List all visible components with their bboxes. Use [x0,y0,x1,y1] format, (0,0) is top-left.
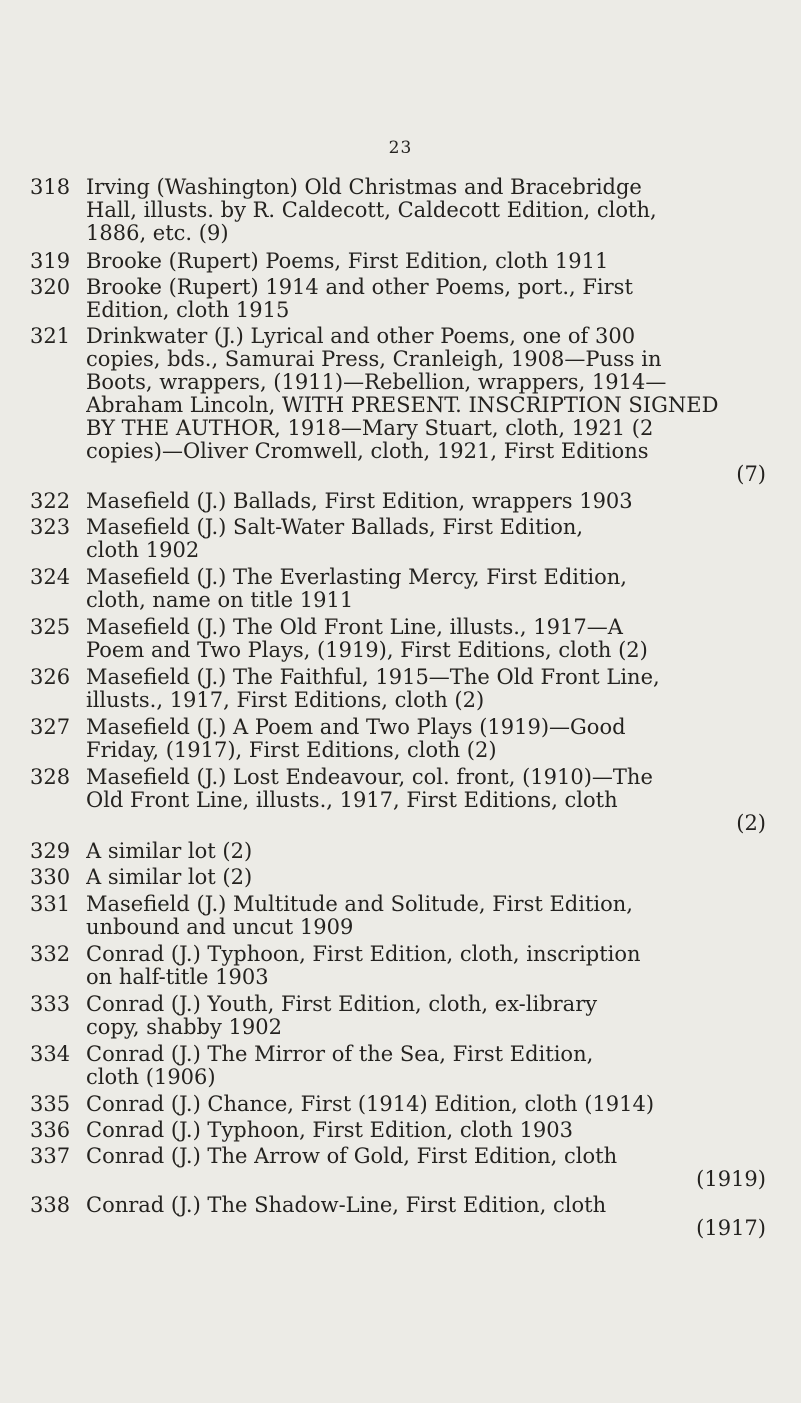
lot-line: copies)—Oliver Cromwell, cloth, 1921, First Editions [86,440,649,463]
lot-description [86,1194,766,1240]
lot-number: 325 [30,615,71,639]
lot-number: 338 [30,1193,71,1217]
lot-line: unbound and uncut 1909 [86,916,354,939]
lot-line: Conrad (J.) Typhoon, First Edition, cloth, inscription [86,943,641,966]
lot-line: Boots, wrappers, (1911)—Rebellion, wrappers, 1914— [86,371,667,394]
lot-number: 337 [30,1144,71,1168]
lot-line: Conrad (J.) The Mirror of the Sea, First Edition, [86,1043,594,1066]
lot-number: 327 [30,715,71,739]
lot-line: on half-title 1903 [86,966,269,989]
lot-description [86,1043,766,1089]
lot-description [86,1145,766,1191]
lot-number: 324 [30,565,71,589]
lot-line: Brooke (Rupert) Poems, First Edition, cloth 1911 [86,250,609,273]
lot-description [86,666,766,712]
lot-line: Conrad (J.) Youth, First Edition, cloth, ex-library [86,993,598,1016]
lot-line: Masefield (J.) Salt-Water Ballads, First Edition, [86,516,584,539]
lot-line: Friday, (1917), First Editions, cloth (2) [86,739,497,762]
lot-description [86,250,766,273]
lot-number: 334 [30,1042,71,1066]
lot-line: Conrad (J.) Chance, First (1914) Edition, cloth (1914) [86,1093,655,1116]
lot-line: Masefield (J.) The Everlasting Mercy, First Edition, [86,566,627,589]
lot-line: (1917) [696,1217,766,1240]
lot-number: 332 [30,942,71,966]
lot-number: 329 [30,839,71,863]
lot-number: 336 [30,1118,71,1142]
lot-line: Conrad (J.) Typhoon, First Edition, cloth 1903 [86,1119,574,1142]
lot-line: A similar lot (2) [86,840,253,863]
lot-line: Old Front Line, illusts., 1917, First Editions, cloth [86,789,618,812]
lot-description [86,176,766,245]
lot-line: cloth 1902 [86,539,200,562]
lot-number: 320 [30,275,71,299]
lot-description [86,325,766,486]
lot-number: 319 [30,249,71,273]
lot-number: 335 [30,1092,71,1116]
lot-line: Masefield (J.) The Faithful, 1915—The Old Front Line, [86,666,660,689]
lot-line: cloth, name on title 1911 [86,589,354,612]
lot-line: (2) [736,812,766,835]
lot-number: 323 [30,515,71,539]
lot-description [86,1093,766,1116]
lot-line: Hall, illusts. by R. Caldecott, Caldecott Edition, cloth, [86,199,657,222]
lot-line: Abraham Lincoln, WITH PRESENT. INSCRIPTION SIGNED [86,394,719,417]
lot-line: Poem and Two Plays, (1919), First Editions, cloth (2) [86,639,648,662]
lot-number: 331 [30,892,71,916]
lot-description [86,516,766,562]
lot-number: 330 [30,865,71,889]
lot-line: (7) [736,463,766,486]
lot-description [86,866,766,889]
lot-number: 322 [30,489,71,513]
lot-description [86,276,766,322]
page-number: 23 [388,138,413,158]
lot-line: Conrad (J.) The Shadow-Line, First Edition, cloth [86,1194,607,1217]
lot-line: Conrad (J.) The Arrow of Gold, First Edition, cloth [86,1145,618,1168]
lot-line: Drinkwater (J.) Lyrical and other Poems, one of 300 [86,325,636,348]
lot-line: cloth (1906) [86,1066,216,1089]
lot-line: illusts., 1917, First Editions, cloth (2) [86,689,485,712]
lot-line: Irving (Washington) Old Christmas and Bracebridge [86,176,642,199]
lot-description [86,993,766,1039]
lot-line: Edition, cloth 1915 [86,299,290,322]
lot-number: 333 [30,992,71,1016]
lot-description [86,1119,766,1142]
lot-number: 321 [30,324,71,348]
lot-number: 326 [30,665,71,689]
lot-line: copies, bds., Samurai Press, Cranleigh, 1908—Puss in [86,348,662,371]
lot-number: 318 [30,175,71,199]
lot-description [86,840,766,863]
lot-line: Masefield (J.) Lost Endeavour, col. front, (1910)—The [86,766,653,789]
lot-description [86,716,766,762]
lot-line: Masefield (J.) Ballads, First Edition, wrappers 1903 [86,490,633,513]
lot-line: 1886, etc. (9) [86,222,229,245]
lot-line: copy, shabby 1902 [86,1016,282,1039]
lot-line: (1919) [696,1168,766,1191]
lot-description [86,893,766,939]
lot-line: BY THE AUTHOR, 1918—Mary Stuart, cloth, 1921 (2 [86,417,654,440]
lot-description [86,943,766,989]
lot-number: 328 [30,765,71,789]
lot-line: Masefield (J.) Multitude and Solitude, First Edition, [86,893,633,916]
lot-line: Brooke (Rupert) 1914 and other Poems, port., First [86,276,633,299]
lot-line: Masefield (J.) A Poem and Two Plays (1919)—Good [86,716,626,739]
lot-description [86,616,766,662]
lot-line: Masefield (J.) The Old Front Line, illusts., 1917—A [86,616,623,639]
lot-description [86,490,766,513]
lot-description [86,566,766,612]
lot-line: A similar lot (2) [86,866,253,889]
lot-description [86,766,766,835]
